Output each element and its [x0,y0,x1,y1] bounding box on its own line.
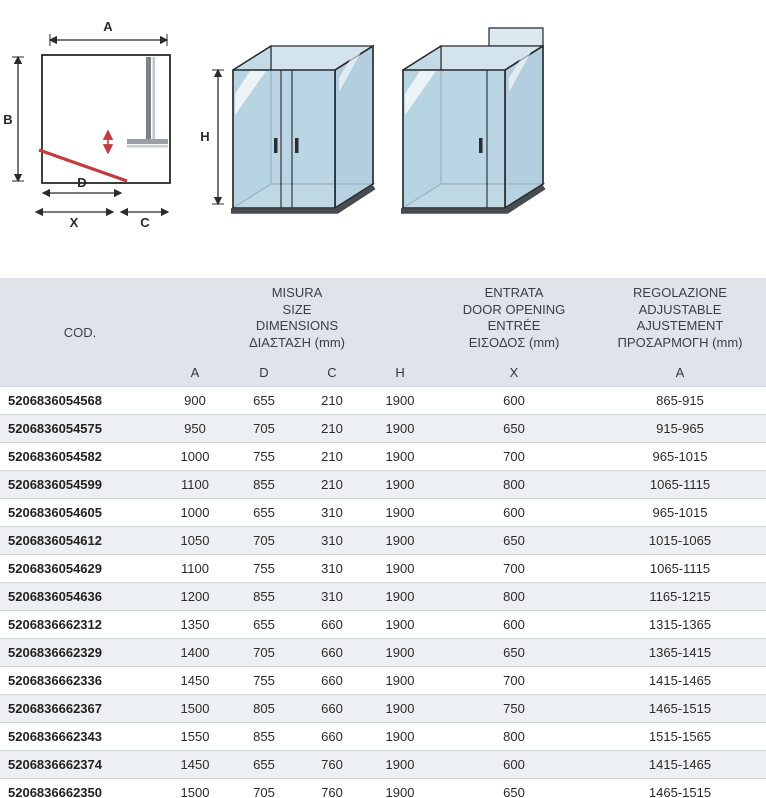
group-title-line: ENTRÉE [487,318,541,333]
misura-group-header [160,278,434,358]
spec-value: 310 [298,527,366,555]
regolazione-group-header [594,278,766,358]
spec-value: 650 [434,639,594,667]
spec-value: 660 [298,639,366,667]
table-row [0,639,766,667]
product-code: 5206836662312 [0,611,160,639]
product-code: 5206836054629 [0,555,160,583]
spec-value: 1200 [160,583,230,611]
side-glass-panel [505,46,543,208]
spec-value: 855 [230,471,298,499]
spec-value: 210 [298,387,366,415]
product-code: 5206836054636 [0,583,160,611]
col-header-a: A [160,358,230,387]
spec-value: 800 [434,723,594,751]
spec-value: 660 [298,695,366,723]
door-handle [479,138,483,153]
spec-value: 1000 [160,499,230,527]
isometric-diagram-left [200,46,374,211]
spec-value: 1365-1415 [594,639,766,667]
spec-value: 1100 [160,471,230,499]
group-title-line: REGOLAZIONE [633,285,727,300]
table-row [0,499,766,527]
spec-value: 760 [298,751,366,779]
table-body [0,387,766,798]
dim-label-a: A [103,19,113,34]
table-row [0,443,766,471]
spec-value: 600 [434,751,594,779]
spec-value: 1500 [160,695,230,723]
raised-fixed-panel [489,28,543,46]
spec-value: 1900 [366,611,434,639]
product-code: 5206836054575 [0,415,160,443]
group-title-line: DOOR OPENING [462,301,566,317]
spec-value: 950 [160,415,230,443]
table-row [0,611,766,639]
spec-value: 1515-1565 [594,723,766,751]
col-header-adj-a: A [594,358,766,387]
spec-value: 1315-1365 [594,611,766,639]
group-title-line: MISURA [271,285,323,300]
product-code: 5206836054568 [0,387,160,415]
spec-value: 1550 [160,723,230,751]
spec-value: 705 [230,527,298,555]
spec-value: 1450 [160,667,230,695]
spec-value: 915-965 [594,415,766,443]
spec-value: 655 [230,611,298,639]
spec-value: 1350 [160,611,230,639]
spec-value: 750 [434,695,594,723]
door-handle [274,138,278,153]
entrata-group-header [434,278,594,358]
product-code: 5206836054605 [0,499,160,527]
product-code: 5206836662350 [0,779,160,798]
spec-value: 800 [434,471,594,499]
table-row [0,415,766,443]
table-row [0,779,766,798]
product-code: 5206836054582 [0,443,160,471]
cod-column-header: COD. [0,278,160,387]
table-row [0,751,766,779]
spec-value: 755 [230,667,298,695]
product-code: 5206836662367 [0,695,160,723]
spec-value: 1900 [366,695,434,723]
spec-value: 1415-1465 [594,751,766,779]
spec-value: 660 [298,611,366,639]
spec-value: 705 [230,639,298,667]
spec-value: 1900 [366,555,434,583]
product-code: 5206836054599 [0,471,160,499]
spec-value: 755 [230,443,298,471]
table-row [0,583,766,611]
spec-value: 1065-1115 [594,555,766,583]
spec-value: 1065-1115 [594,471,766,499]
col-header-h: H [366,358,434,387]
spec-value: 1450 [160,751,230,779]
group-title-line: ΔΙΑΣΤΑΣΗ (mm) [249,334,346,350]
spec-value: 855 [230,723,298,751]
spec-value: 1900 [366,443,434,471]
spec-value: 210 [298,443,366,471]
product-code: 5206836662343 [0,723,160,751]
table-row [0,695,766,723]
product-code: 5206836662374 [0,751,160,779]
diagrams-svg [0,0,766,278]
fixed-panel-horizontal [127,139,168,144]
spec-value: 855 [230,583,298,611]
isometric-diagram-right [401,28,544,211]
table-row [0,723,766,751]
spec-value: 600 [434,611,594,639]
dim-label-d: D [77,175,87,190]
spec-value: 805 [230,695,298,723]
fixed-panel-vertical [146,57,151,143]
dim-label-c: C [140,215,150,230]
dim-label-h: H [200,129,210,144]
spec-value: 865-915 [594,387,766,415]
table-row [0,555,766,583]
product-code: 5206836662336 [0,667,160,695]
spec-value: 210 [298,471,366,499]
spec-value: 1000 [160,443,230,471]
spec-value: 1415-1465 [594,667,766,695]
spec-value: 210 [298,415,366,443]
col-header-c: C [298,358,366,387]
spec-value: 1900 [366,779,434,798]
group-title-line: ΠΡΟΣΑΡΜΟΓΗ (mm) [617,334,743,350]
spec-value: 900 [160,387,230,415]
spec-value: 1465-1515 [594,779,766,798]
spec-value: 800 [434,583,594,611]
group-title-line: AJUSTEMENT [636,318,724,333]
spec-value: 1500 [160,779,230,798]
dim-label-b: B [3,112,13,127]
spec-value: 1015-1065 [594,527,766,555]
group-title-line: ΕΙΣΟΔΟΣ (mm) [468,334,560,350]
table-row [0,387,766,415]
spec-value: 660 [298,723,366,751]
spec-value: 705 [230,779,298,798]
table-row [0,527,766,555]
group-title-line: ADJUSTABLE [638,301,722,317]
spec-value: 965-1015 [594,499,766,527]
spec-value: 600 [434,499,594,527]
door-handle [295,138,299,153]
group-title-line: ENTRATA [484,285,544,300]
table-row [0,667,766,695]
spec-value: 660 [298,667,366,695]
spec-table [0,278,766,798]
spec-value: 700 [434,555,594,583]
spec-value: 655 [230,387,298,415]
spec-value: 310 [298,555,366,583]
table-row [0,471,766,499]
spec-value: 655 [230,499,298,527]
spec-value: 1900 [366,723,434,751]
product-code: 5206836662329 [0,639,160,667]
spec-value: 650 [434,779,594,798]
spec-value: 650 [434,415,594,443]
spec-value: 1100 [160,555,230,583]
spec-value: 600 [434,387,594,415]
spec-value: 705 [230,415,298,443]
spec-value: 1165-1215 [594,583,766,611]
spec-value: 760 [298,779,366,798]
spec-value: 310 [298,499,366,527]
spec-value: 1050 [160,527,230,555]
spec-value: 1900 [366,751,434,779]
spec-value: 1465-1515 [594,695,766,723]
col-header-x: X [434,358,594,387]
group-title-line: SIZE [282,301,312,317]
spec-value: 700 [434,443,594,471]
spec-value: 1900 [366,387,434,415]
side-glass-panel [335,46,373,208]
spec-value: 655 [230,751,298,779]
spec-value: 650 [434,527,594,555]
spec-value: 1900 [366,499,434,527]
product-code: 5206836054612 [0,527,160,555]
technical-diagrams [0,0,766,278]
spec-value: 1400 [160,639,230,667]
spec-value: 965-1015 [594,443,766,471]
dim-label-x: X [69,215,79,230]
top-view-diagram [3,19,170,230]
spec-value: 1900 [366,639,434,667]
spec-value: 1900 [366,667,434,695]
spec-value: 1900 [366,583,434,611]
group-title-line: DIMENSIONS [255,318,339,333]
spec-value: 755 [230,555,298,583]
spec-value: 700 [434,667,594,695]
spec-value: 1900 [366,527,434,555]
spec-value: 310 [298,583,366,611]
spec-value: 1900 [366,415,434,443]
col-header-d: D [230,358,298,387]
spec-value: 1900 [366,471,434,499]
